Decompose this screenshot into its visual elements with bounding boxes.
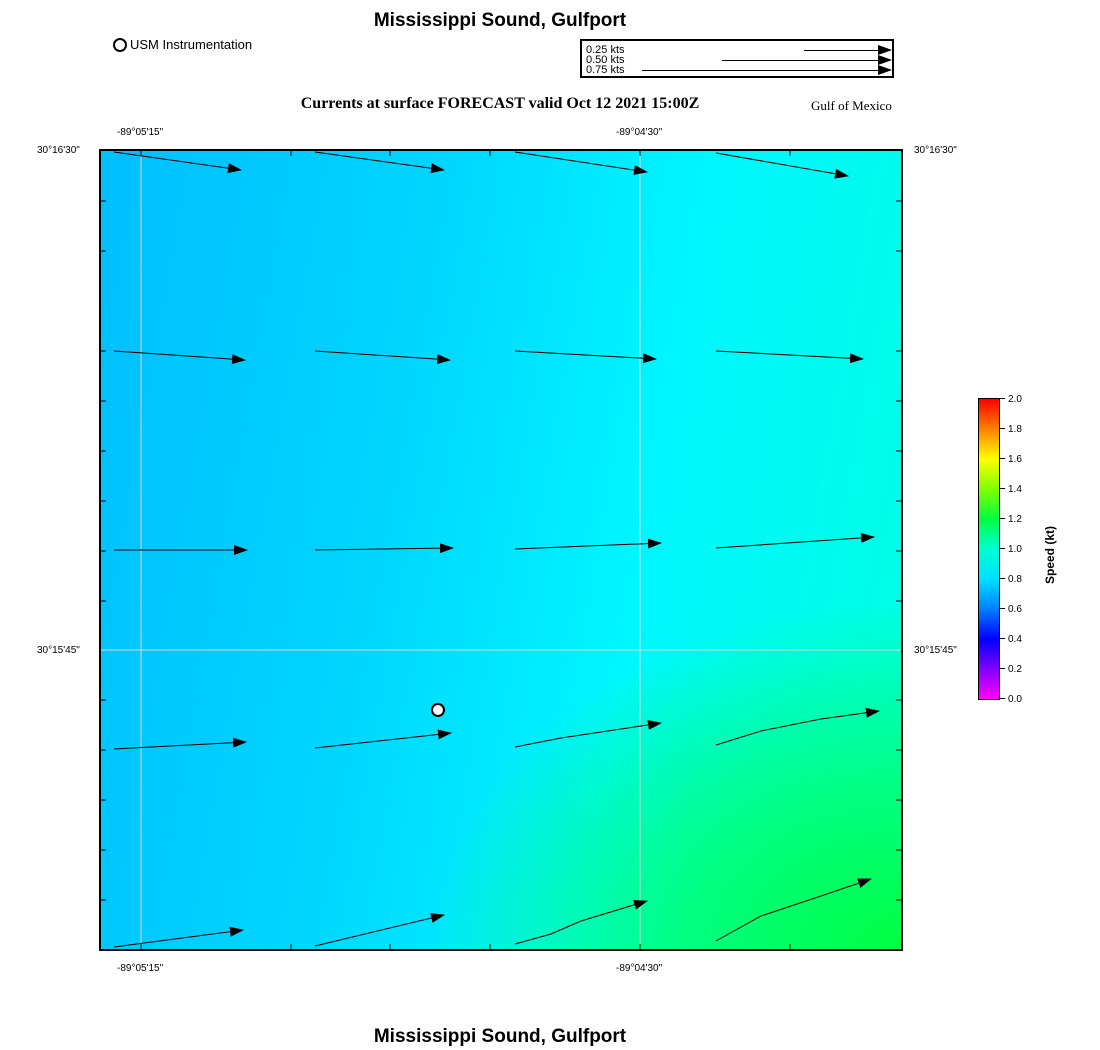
station-legend (113, 37, 252, 52)
scale-label-075: 0.75 kts (586, 64, 625, 76)
current-arrow (315, 152, 444, 170)
colorbar-tick-label: 0.2 (1008, 664, 1022, 675)
station-legend-label: USM Instrumentation (130, 37, 253, 52)
current-arrow (315, 351, 450, 360)
current-arrow (315, 915, 444, 946)
colorbar-tick-label: 1.2 (1008, 514, 1022, 525)
vector-scale-legend (580, 39, 894, 78)
current-vectors (101, 151, 901, 949)
current-arrow (315, 548, 453, 550)
lat-label-right-2: 30°15'45" (914, 645, 957, 656)
colorbar-tick-label: 0.4 (1008, 634, 1022, 645)
current-arrow (515, 152, 647, 172)
map-title: Mississippi Sound, Gulfport (373, 10, 627, 31)
colorbar-gradient (978, 398, 1000, 700)
station-marker-icon (113, 38, 127, 52)
colorbar-tick-label: 0.8 (1008, 574, 1022, 585)
current-arrow (114, 152, 241, 170)
scale-arrow-050-icon (722, 60, 890, 61)
lon-label-top-2: -89°04'30" (616, 127, 663, 138)
lat-label-left-1: 30°16'30" (37, 145, 80, 156)
current-arrow (114, 930, 243, 947)
current-arrow (114, 742, 246, 749)
colorbar-tick-label: 2.0 (1008, 394, 1022, 405)
usm-station-icon[interactable] (432, 704, 444, 716)
colorbar-tick-label: 1.4 (1008, 484, 1022, 495)
colorbar-title: Speed (kt) (1043, 525, 1057, 584)
scale-arrow-025-icon (804, 50, 890, 51)
lon-label-top-1: -89°05'15" (117, 127, 164, 138)
lon-label-bottom-1: -89°05'15" (117, 963, 164, 974)
lat-label-left-2: 30°15'45" (37, 645, 80, 656)
map-footer-title: Mississippi Sound, Gulfport (373, 1026, 627, 1047)
scale-arrow-075-icon (642, 70, 890, 71)
current-arrow (716, 879, 871, 941)
current-arrow (515, 351, 656, 359)
current-arrow (515, 723, 661, 747)
lon-label-bottom-2: -89°04'30" (616, 963, 663, 974)
current-arrow (315, 733, 451, 748)
current-arrow (716, 537, 874, 548)
current-map[interactable] (99, 149, 903, 951)
current-arrow (716, 711, 879, 745)
colorbar-tick-label: 1.0 (1008, 544, 1022, 555)
current-arrow (716, 153, 848, 176)
current-arrow (716, 351, 863, 359)
current-arrow (515, 901, 647, 944)
colorbar-tick-label: 0.0 (1008, 694, 1022, 705)
scale-label-025: 0.25 kts (586, 44, 625, 56)
colorbar-tick-label: 1.6 (1008, 454, 1022, 465)
colorbar-tick-label: 1.8 (1008, 424, 1022, 435)
current-arrow (114, 351, 245, 360)
current-arrow (515, 543, 661, 549)
current-arrows (114, 152, 879, 947)
region-label: Gulf of Mexico (811, 98, 892, 113)
lat-label-right-1: 30°16'30" (914, 145, 957, 156)
scale-label-050: 0.50 kts (586, 54, 625, 66)
colorbar-tick-label: 0.6 (1008, 604, 1022, 615)
forecast-title: Currents at surface FORECAST valid Oct 12 2021 15:00Z (300, 95, 700, 112)
